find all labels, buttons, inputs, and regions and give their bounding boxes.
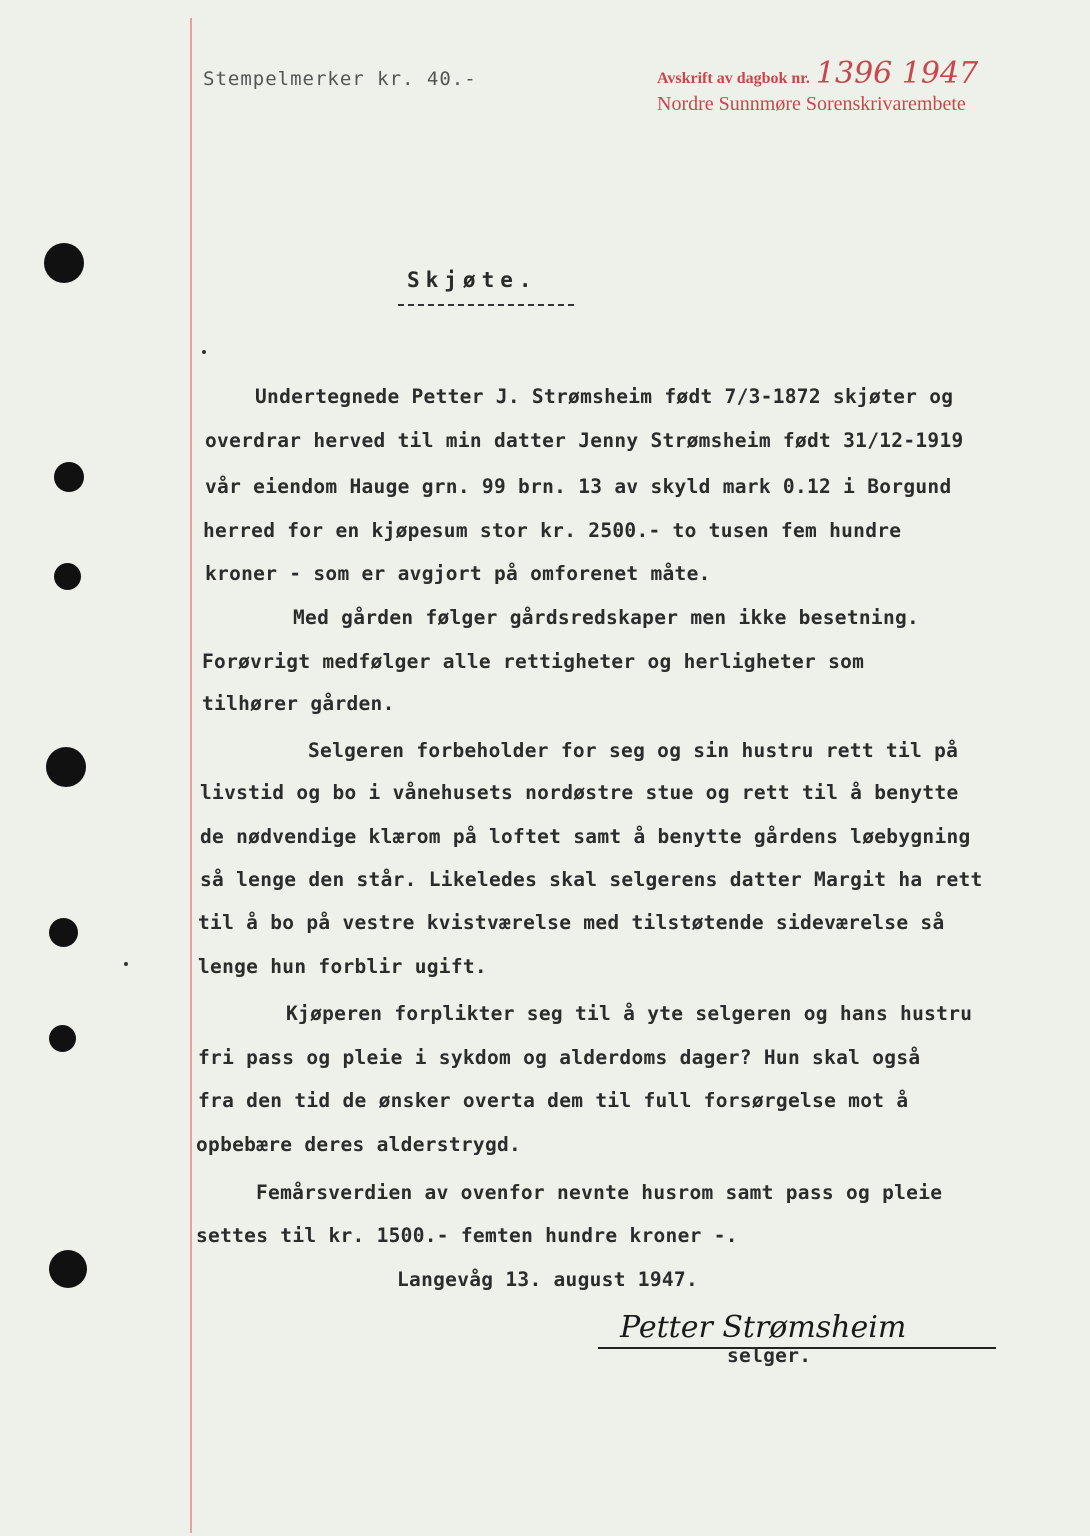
signature-role: selger. bbox=[727, 1344, 812, 1367]
body-line: til å bo på vestre kvistværelse med tilstøtende sideværelse så bbox=[198, 911, 945, 934]
body-line: vår eiendom Hauge grn. 99 brn. 13 av skyld mark 0.12 i Borgund bbox=[205, 475, 952, 498]
body-line: kroner - som er avgjort på omforenet måte. bbox=[205, 562, 711, 585]
ink-dot bbox=[124, 962, 128, 966]
body-line: Undertegnede Petter J. Strømsheim født 7/3-1872 skjøter og bbox=[255, 385, 954, 408]
signature: Petter Strømsheim bbox=[620, 1310, 907, 1345]
punch-hole bbox=[54, 462, 84, 492]
punch-hole bbox=[44, 243, 84, 283]
body-line: Med gården følger gårdsredskaper men ikke besetning. bbox=[293, 606, 920, 629]
body-line: lenge hun forblir ugift. bbox=[198, 955, 487, 978]
body-line: fri pass og pleie i sykdom og alderdoms dager? Hun skal også bbox=[198, 1046, 921, 1069]
office-name: Nordre Sunnmøre Sorenskrivarembete bbox=[657, 93, 966, 115]
record-stamp bbox=[657, 56, 978, 116]
title-underline bbox=[398, 304, 574, 306]
body-line: de nødvendige klærom på loftet samt å benytte gårdens løebygning bbox=[200, 825, 971, 848]
body-line: livstid og bo i vånehusets nordøstre stue og rett til å benytte bbox=[200, 781, 959, 804]
punch-hole bbox=[46, 747, 86, 787]
body-line: fra den tid de ønsker overta dem til full forsørgelse mot å bbox=[198, 1089, 909, 1112]
punch-hole bbox=[49, 918, 78, 947]
punch-hole bbox=[49, 1250, 87, 1288]
body-line: overdrar herved til min datter Jenny Strømsheim født 31/12-1919 bbox=[205, 429, 964, 452]
body-line: Selgeren forbeholder for seg og sin hustru rett til på bbox=[308, 739, 959, 762]
body-line: så lenge den står. Likeledes skal selgerens datter Margit ha rett bbox=[200, 868, 983, 891]
document-title: Skjøte. bbox=[407, 268, 538, 292]
body-line: tilhører gården. bbox=[202, 692, 395, 715]
record-prefix: Avskrift av dagbok nr. bbox=[657, 70, 810, 87]
ink-dot bbox=[202, 350, 206, 354]
punch-hole bbox=[54, 563, 81, 590]
margin-line bbox=[190, 18, 192, 1533]
record-number: 1396 1947 bbox=[815, 56, 979, 91]
punch-hole bbox=[49, 1025, 76, 1052]
body-line: Femårsverdien av ovenfor nevnte husrom samt pass og pleie bbox=[256, 1181, 943, 1204]
stamp-tax-text: Stempelmerker kr. 40.- bbox=[203, 68, 477, 90]
body-line: herred for en kjøpesum stor kr. 2500.- to tusen fem hundre bbox=[203, 519, 902, 542]
date-place-line: Langevåg 13. august 1947. bbox=[397, 1268, 698, 1291]
body-line: opbebære deres alderstrygd. bbox=[196, 1133, 522, 1156]
body-line: settes til kr. 1500.- femten hundre kroner -. bbox=[196, 1224, 738, 1247]
body-line: Forøvrigt medfølger alle rettigheter og herligheter som bbox=[202, 650, 865, 673]
body-line: Kjøperen forplikter seg til å yte selgeren og hans hustru bbox=[286, 1002, 973, 1025]
